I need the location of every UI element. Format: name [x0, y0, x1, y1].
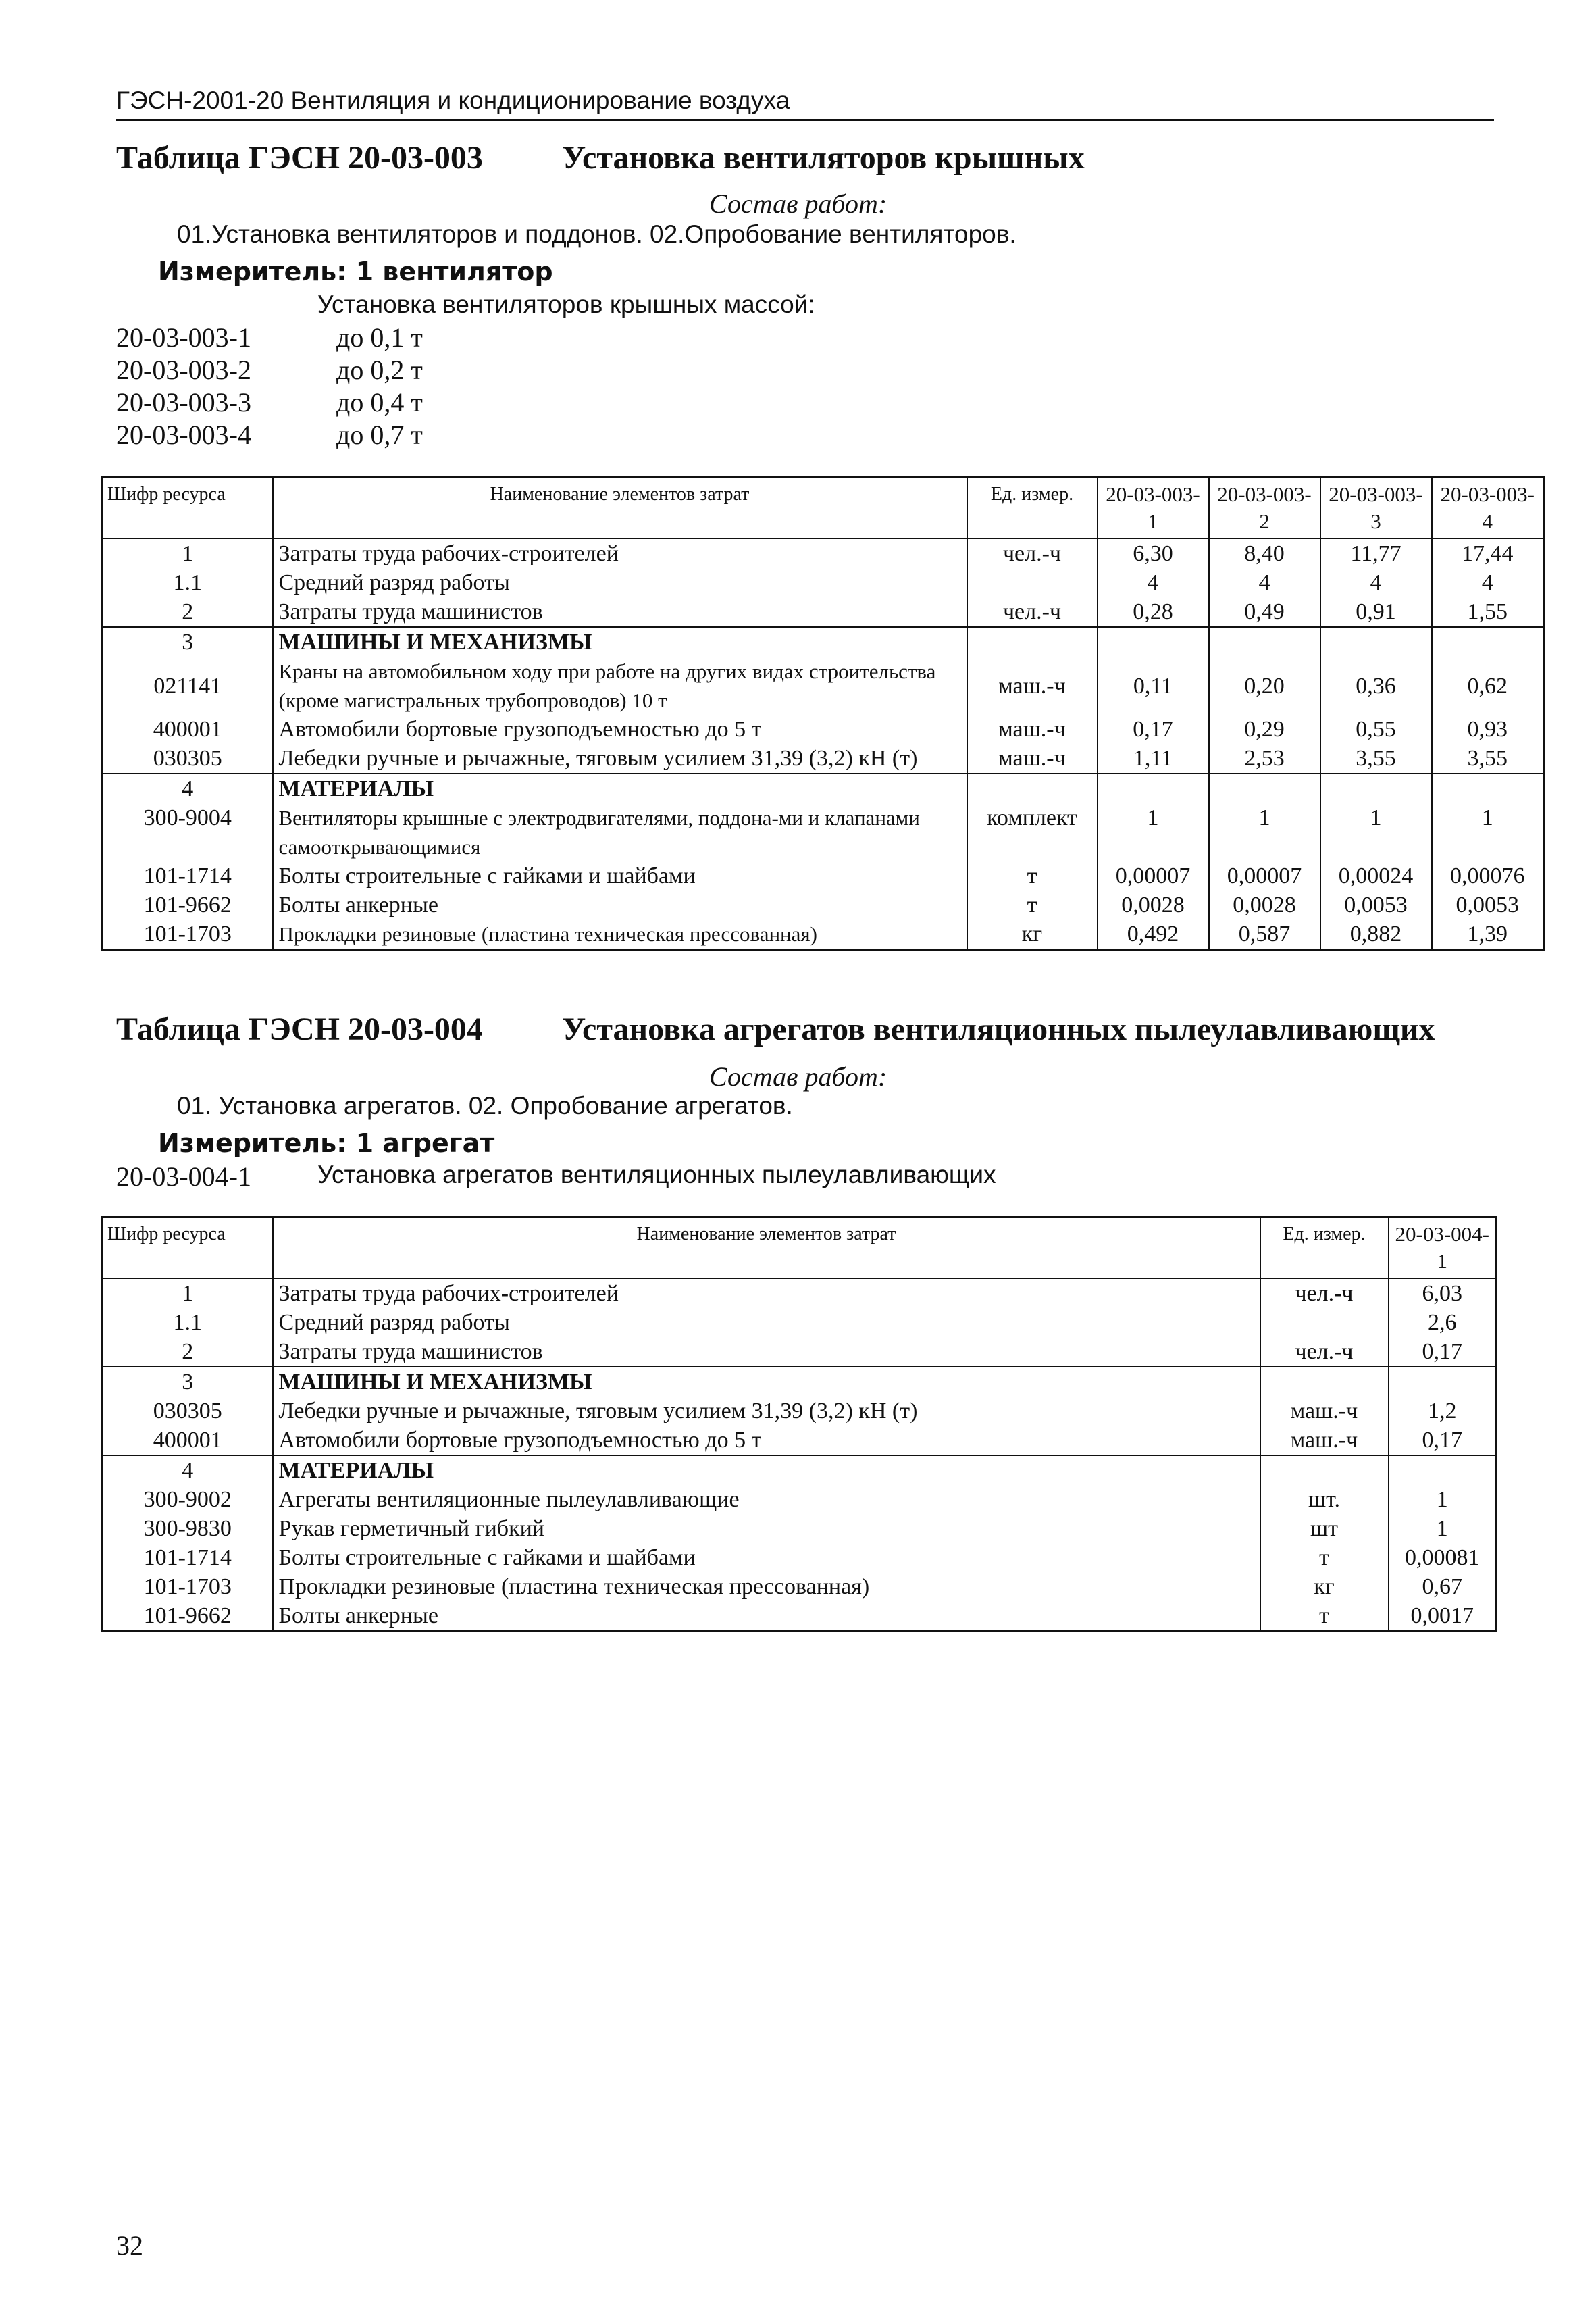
row-value: 1 [1389, 1514, 1497, 1543]
row-value: 0,587 [1209, 920, 1320, 950]
table-row [103, 715, 1544, 744]
row-code: 101-9662 [103, 890, 273, 920]
table-1-measurer: Измеритель: 1 вентилятор [158, 257, 553, 286]
item-text: Установка агрегатов вентиляционных пылеулавливающих [317, 1161, 996, 1188]
row-value [1320, 774, 1432, 803]
row-unit: маш.-ч [1260, 1426, 1389, 1455]
row-value [1098, 627, 1209, 657]
row-code: 4 [103, 774, 273, 803]
row-code: 101-1714 [103, 861, 273, 890]
row-name: Прокладки резиновые (пластина техническая прессованная) [273, 920, 967, 950]
row-value: 2,53 [1209, 744, 1320, 774]
row-value: 0,67 [1389, 1572, 1497, 1601]
header-name: Наименование элементов затрат [273, 1217, 1260, 1279]
table-row [103, 1601, 1497, 1632]
item-text: до 0,4 т [336, 387, 423, 418]
row-name: Болты строительные с гайками и шайбами [273, 1543, 1260, 1572]
row-unit: чел.-ч [1260, 1278, 1389, 1308]
row-value: 0,00007 [1098, 861, 1209, 890]
row-unit: т [967, 861, 1098, 890]
row-value: 0,11 [1098, 657, 1209, 715]
row-code: 101-1714 [103, 1543, 273, 1572]
table-row [103, 920, 1544, 950]
row-value [1209, 627, 1320, 657]
item-code: 20-03-003-1 [116, 322, 251, 353]
row-value: 4 [1320, 568, 1432, 597]
row-value: 6,03 [1389, 1278, 1497, 1308]
row-unit: т [967, 890, 1098, 920]
table-row [103, 1514, 1497, 1543]
header-name: Наименование элементов затрат [273, 478, 967, 539]
row-unit [1260, 1367, 1389, 1397]
row-name: Средний разряд работы [273, 568, 967, 597]
header-code: Шифр ресурса [103, 1217, 273, 1279]
row-value: 0,29 [1209, 715, 1320, 744]
row-code: 2 [103, 1337, 273, 1367]
item-code: 20-03-003-2 [116, 355, 251, 385]
row-value: 3,55 [1320, 744, 1432, 774]
page-number: 32 [116, 2230, 143, 2261]
running-header: ГЭСН-2001-20 Вентиляция и кондиционирование воздуха [116, 86, 1494, 121]
row-unit: маш.-ч [1260, 1397, 1389, 1426]
row-value: 0,17 [1098, 715, 1209, 744]
row-code: 300-9002 [103, 1485, 273, 1514]
table-row [103, 1572, 1497, 1601]
item-text: до 0,7 т [336, 420, 423, 450]
item-text: до 0,2 т [336, 355, 423, 385]
row-value [1209, 774, 1320, 803]
table-2-measurer: Измеритель: 1 агрегат [158, 1128, 495, 1158]
item-code: 20-03-004-1 [116, 1161, 251, 1192]
row-name: Вентиляторы крышные с электродвигателями, поддона-ми и клапанами самооткрывающимися [273, 803, 967, 861]
table-row [103, 890, 1544, 920]
header-unit: Ед. измер. [1260, 1217, 1389, 1279]
row-value: 1 [1320, 803, 1432, 861]
row-value: 0,91 [1320, 597, 1432, 627]
table-1-label: Таблица ГЭСН 20-03-003 [116, 140, 483, 176]
row-value: 0,93 [1432, 715, 1544, 744]
row-value: 0,00081 [1389, 1543, 1497, 1572]
row-code: 1 [103, 1278, 273, 1308]
row-value: 17,44 [1432, 538, 1544, 568]
row-unit [967, 568, 1098, 597]
table-row [103, 538, 1544, 568]
resource-table-1 [101, 476, 1545, 951]
row-value [1320, 627, 1432, 657]
table-1-intro: Установка вентиляторов крышных массой: [317, 291, 815, 318]
table-row [103, 1455, 1497, 1485]
row-value [1389, 1455, 1497, 1485]
row-value: 4 [1209, 568, 1320, 597]
row-unit: маш.-ч [967, 715, 1098, 744]
row-value: 4 [1098, 568, 1209, 597]
row-value: 6,30 [1098, 538, 1209, 568]
row-name: Лебедки ручные и рычажные, тяговым усилием 31,39 (3,2) кН (т) [273, 744, 967, 774]
row-value: 1,11 [1098, 744, 1209, 774]
header-col: 20-03-003-4 [1432, 478, 1544, 539]
row-code: 3 [103, 1367, 273, 1397]
row-name: Болты анкерные [273, 1601, 1260, 1632]
row-value: 0,00024 [1320, 861, 1432, 890]
row-value: 3,55 [1432, 744, 1544, 774]
row-value: 0,17 [1389, 1337, 1497, 1367]
table-row [103, 1367, 1497, 1397]
row-code: 101-1703 [103, 1572, 273, 1601]
header-col: 20-03-004-1 [1389, 1217, 1497, 1279]
row-value: 0,492 [1098, 920, 1209, 950]
table-row [103, 1543, 1497, 1572]
row-unit: кг [1260, 1572, 1389, 1601]
row-value: 0,49 [1209, 597, 1320, 627]
header-col: 20-03-003-2 [1209, 478, 1320, 539]
row-value: 0,00076 [1432, 861, 1544, 890]
table-row [103, 744, 1544, 774]
row-unit [967, 774, 1098, 803]
row-code: 4 [103, 1455, 273, 1485]
table-row [103, 597, 1544, 627]
table-2-works: 01. Установка агрегатов. 02. Опробование агрегатов. [177, 1092, 793, 1120]
row-value: 1,2 [1389, 1397, 1497, 1426]
row-name: Агрегаты вентиляционные пылеулавливающие [273, 1485, 1260, 1514]
header-col: 20-03-003-1 [1098, 478, 1209, 539]
row-unit: маш.-ч [967, 744, 1098, 774]
row-name: Лебедки ручные и рычажные, тяговым усилием 31,39 (3,2) кН (т) [273, 1397, 1260, 1426]
row-value: 0,0053 [1320, 890, 1432, 920]
row-name: Краны на автомобильном ходу при работе на других видах строительства (кроме магистральных трубопроводов) 10 т [273, 657, 967, 715]
row-name: Болты анкерные [273, 890, 967, 920]
table-row [103, 1485, 1497, 1514]
row-code: 1.1 [103, 568, 273, 597]
row-value: 4 [1432, 568, 1544, 597]
row-name: Затраты труда машинистов [273, 597, 967, 627]
row-code: 300-9004 [103, 803, 273, 861]
table-2-label: Таблица ГЭСН 20-03-004 [116, 1011, 483, 1047]
row-name: Средний разряд работы [273, 1308, 1260, 1337]
row-unit: т [1260, 1543, 1389, 1572]
row-unit: чел.-ч [967, 597, 1098, 627]
table-row [103, 1337, 1497, 1367]
row-value [1432, 627, 1544, 657]
row-value: 0,882 [1320, 920, 1432, 950]
row-value [1389, 1367, 1497, 1397]
header-col: 20-03-003-3 [1320, 478, 1432, 539]
table-row [103, 1308, 1497, 1337]
row-unit: шт. [1260, 1485, 1389, 1514]
section-title: МАТЕРИАЛЫ [273, 1455, 1260, 1485]
row-value: 1,55 [1432, 597, 1544, 627]
row-value: 11,77 [1320, 538, 1432, 568]
row-name: Автомобили бортовые грузоподъемностью до 5 т [273, 715, 967, 744]
row-name: Автомобили бортовые грузоподъемностью до 5 т [273, 1426, 1260, 1455]
row-value: 0,0053 [1432, 890, 1544, 920]
row-name: Затраты труда машинистов [273, 1337, 1260, 1367]
row-unit: чел.-ч [967, 538, 1098, 568]
row-value: 0,0028 [1098, 890, 1209, 920]
row-unit [1260, 1455, 1389, 1485]
row-unit: чел.-ч [1260, 1337, 1389, 1367]
row-unit: кг [967, 920, 1098, 950]
row-unit: шт [1260, 1514, 1389, 1543]
row-value: 0,36 [1320, 657, 1432, 715]
row-code: 400001 [103, 715, 273, 744]
row-value [1098, 774, 1209, 803]
table-row [103, 861, 1544, 890]
row-value: 2,6 [1389, 1308, 1497, 1337]
item-code: 20-03-003-4 [116, 420, 251, 450]
section-title: МАШИНЫ И МЕХАНИЗМЫ [273, 1367, 1260, 1397]
item-text: до 0,1 т [336, 322, 423, 353]
table-row [103, 774, 1544, 803]
row-unit: маш.-ч [967, 657, 1098, 715]
row-code: 1.1 [103, 1308, 273, 1337]
table-row [103, 1426, 1497, 1455]
row-value: 0,00007 [1209, 861, 1320, 890]
row-value: 0,20 [1209, 657, 1320, 715]
row-name: Болты строительные с гайками и шайбами [273, 861, 967, 890]
table-1-title: Установка вентиляторов крышных [562, 140, 1085, 176]
item-code: 20-03-003-3 [116, 387, 251, 418]
row-value: 1 [1098, 803, 1209, 861]
table-2-sostav-label: Состав работ: [709, 1061, 887, 1092]
table-row [103, 1397, 1497, 1426]
row-value: 1 [1389, 1485, 1497, 1514]
table-1-works: 01.Установка вентиляторов и поддонов. 02.Опробование вентиляторов. [177, 220, 1016, 248]
row-value: 8,40 [1209, 538, 1320, 568]
row-name: Прокладки резиновые (пластина техническая прессованная) [273, 1572, 1260, 1601]
row-code: 1 [103, 538, 273, 568]
table-row [103, 568, 1544, 597]
row-name: Затраты труда рабочих-строителей [273, 1278, 1260, 1308]
row-name: Затраты труда рабочих-строителей [273, 538, 967, 568]
row-code: 2 [103, 597, 273, 627]
row-value: 0,55 [1320, 715, 1432, 744]
table-row [103, 657, 1544, 715]
row-unit: комплект [967, 803, 1098, 861]
row-code: 300-9830 [103, 1514, 273, 1543]
row-code: 030305 [103, 1397, 273, 1426]
resource-table-2 [101, 1216, 1497, 1632]
row-value [1432, 774, 1544, 803]
table-row [103, 627, 1544, 657]
row-code: 021141 [103, 657, 273, 715]
table-row [103, 1278, 1497, 1308]
row-unit: т [1260, 1601, 1389, 1632]
row-unit [1260, 1308, 1389, 1337]
row-code: 030305 [103, 744, 273, 774]
row-value: 0,0017 [1389, 1601, 1497, 1632]
row-value: 0,0028 [1209, 890, 1320, 920]
row-value: 1 [1432, 803, 1544, 861]
header-code: Шифр ресурса [103, 478, 273, 539]
row-value: 0,28 [1098, 597, 1209, 627]
row-unit [967, 627, 1098, 657]
row-code: 101-9662 [103, 1601, 273, 1632]
row-value: 1 [1209, 803, 1320, 861]
table-2-title: Установка агрегатов вентиляционных пылеулавливающих [562, 1011, 1435, 1047]
section-title: МАТЕРИАЛЫ [273, 774, 967, 803]
table-row [103, 803, 1544, 861]
row-value: 1,39 [1432, 920, 1544, 950]
row-code: 400001 [103, 1426, 273, 1455]
row-code: 3 [103, 627, 273, 657]
row-value: 0,17 [1389, 1426, 1497, 1455]
header-unit: Ед. измер. [967, 478, 1098, 539]
section-title: МАШИНЫ И МЕХАНИЗМЫ [273, 627, 967, 657]
row-name: Рукав герметичный гибкий [273, 1514, 1260, 1543]
table-1-sostav-label: Состав работ: [709, 188, 887, 219]
row-value: 0,62 [1432, 657, 1544, 715]
row-code: 101-1703 [103, 920, 273, 950]
